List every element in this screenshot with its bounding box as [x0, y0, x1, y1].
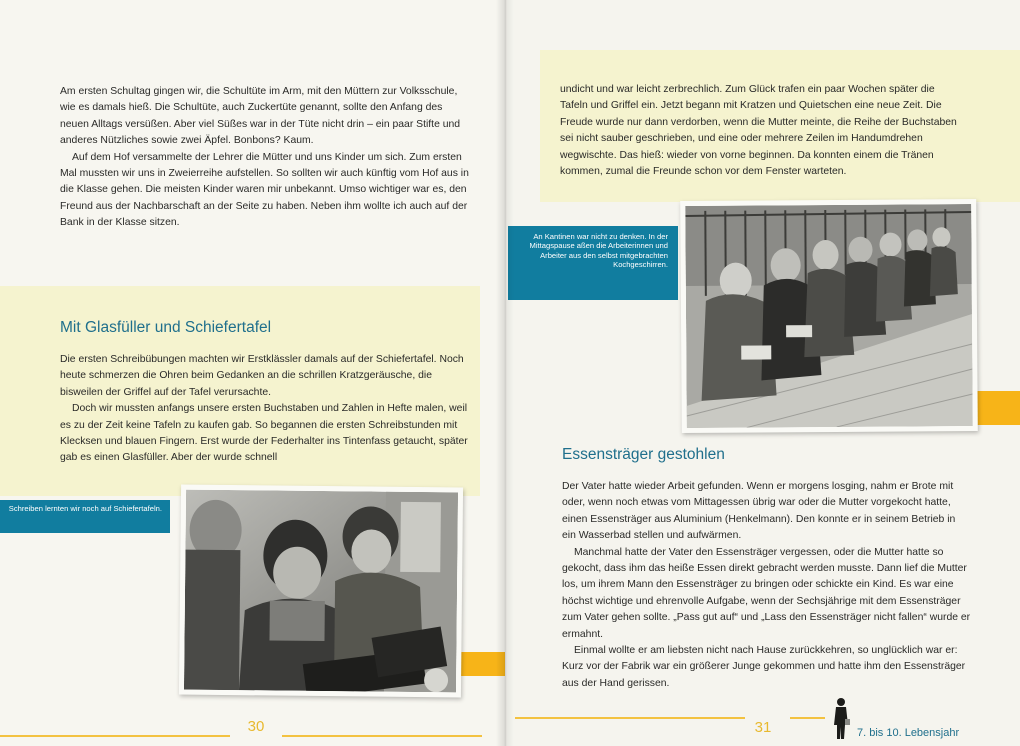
- left-footer-line: [0, 735, 230, 737]
- right-section-paragraph-1: Der Vater hatte wieder Arbeit gefunden. Wenn er morgens losging, nahm er Brote mit oder, wenn noch etwas vom Mittagessen übrig war oder die Mutter vorgekocht hatte, einen Essensträger aus Aluminium (Henkelmann). Den konnte er in seinem Betrieb in ein Wasserbad stellen und aufwärmen.: [562, 481, 956, 542]
- age-range-label: 7. bis 10. Lebensjahr: [857, 727, 960, 739]
- left-section-paragraph-2: Doch wir mussten anfangs unsere ersten Buchstaben und Zahlen in Hefte malen, weil es zu der Zeit keine Tafeln zu kaufen gab. So begannen die ersten Schreibstunden mit Klecksen und blauen Fingern. Erst wurde der Federhalter ins Tintenfass getaucht, später gab es einen Glasfüller. Aber der wurde schnell: [60, 403, 468, 464]
- right-top-text: [560, 82, 965, 180]
- left-section-heading: Mit Glasfüller und Schiefertafel: [60, 319, 272, 336]
- left-page-number: 30: [247, 718, 265, 735]
- book-gutter: [496, 0, 514, 746]
- right-footer-line-2: [790, 717, 825, 719]
- workers-lunch-photo: [680, 199, 978, 433]
- left-section-paragraph-1: Die ersten Schreibübungen machten wir Erstklässler damals auf der Schiefertafel. Noch heute schmerzen die Ohren beim Gedanken an die schrillen Kratzgeräusche, die bisweilen der Griffel auf der Tafel verursachte.: [60, 354, 464, 398]
- left-photo-caption-text: Schreiben lernten wir noch auf Schiefertafeln.: [8, 504, 162, 513]
- schoolgirls-photo: [179, 485, 463, 698]
- right-section-paragraph-3: Einmal wollte er am liebsten nicht nach Hause zurückkehren, so unglücklich war er: Kurz vor der Fabrik war ein größerer Junge gekommen und hatte ihm den Essensträger aus der Hand gerissen.: [562, 645, 966, 689]
- left-footer-line-2: [282, 735, 482, 737]
- right-page: [505, 0, 1020, 746]
- right-section-heading: Essensträger gestohlen: [562, 446, 725, 463]
- left-section-text: [60, 352, 468, 467]
- left-intro-paragraph-2: Auf dem Hof versammelte der Lehrer die Mütter und uns Kinder um sich. Zum ersten Mal mussten wir uns in Zweierreihe aufstellen. So sollten wir auch künftig vom Hof aus in die Klasse gehen. Die meisten Kinder waren mir unbekannt. Umso wichtiger war es, den Freund aus der Nachbarschaft an der Seite zu haben. Neben ihm wollte ich auch auf der Bank in der Klasse sitzen.: [60, 151, 469, 229]
- left-page: [0, 0, 505, 746]
- right-footer-line: [515, 717, 745, 719]
- workers-lunch-photo-image: [685, 204, 973, 428]
- left-intro-text: [60, 84, 470, 232]
- walking-man-icon: [831, 697, 851, 741]
- right-top-paragraph: undicht und war leicht zerbrechlich. Zum Glück trafen ein paar Wochen später die Tafeln und Griffel ein. Jetzt begann mit Kratzen und Quietschen eine neue Zeit. Die Freude wurde nur dann verdorben, wenn die Mutter meinte, die Reihe der Buchstaben sei nicht sauber geschrieben, und eine oder mehrere Zeilen im Handumdrehen wegwischte. Das hieß: wieder von vorne beginnen. Da konnten einem die Tränen kommen, zumal die Freunde schon vor dem Fenster warteten.: [560, 84, 957, 178]
- right-page-number: 31: [754, 719, 772, 736]
- left-photo-caption: [0, 500, 170, 533]
- right-section-text: [562, 479, 972, 692]
- right-photo-caption: [508, 226, 678, 300]
- right-section-paragraph-2: Manchmal hatte der Vater den Essensträger vergessen, oder die Mutter hatte so gekocht, dass ihm das heiße Essen direkt gebracht werden musste. Dann lief die Mutter los, um ihrem Mann den Essensträger zu bringen oder schickte ein Kind. Es war eine höchst wichtige und ehrenvolle Aufgabe, wenn der Sechsjährige mit dem Essensträger zum Vater gehen sollte. „Pass gut auf“ und „Lass den Essensträger nicht fallen“ wurde er ermahnt.: [562, 546, 971, 640]
- schoolgirls-photo-image: [184, 490, 458, 693]
- left-intro-paragraph-1: Am ersten Schultag gingen wir, die Schultüte im Arm, mit den Müttern zur Volksschule, wie es damals hieß. Die Schultüte, auch Zuckertüte genannt, sollte den Anfang des neuen Alltags versüßen. Aber viel Süßes war in der Tüte nicht drin – ein paar Stifte und anderes Nützliches sowie zwei Äpfel. Bonbons? Kaum.: [60, 86, 461, 147]
- right-photo-caption-text: An Kantinen war nicht zu denken. In der Mittagspause aßen die Arbeiterinnen und Arbeiter aus den selbst mitgebrachten Kochgeschirren.: [529, 232, 668, 269]
